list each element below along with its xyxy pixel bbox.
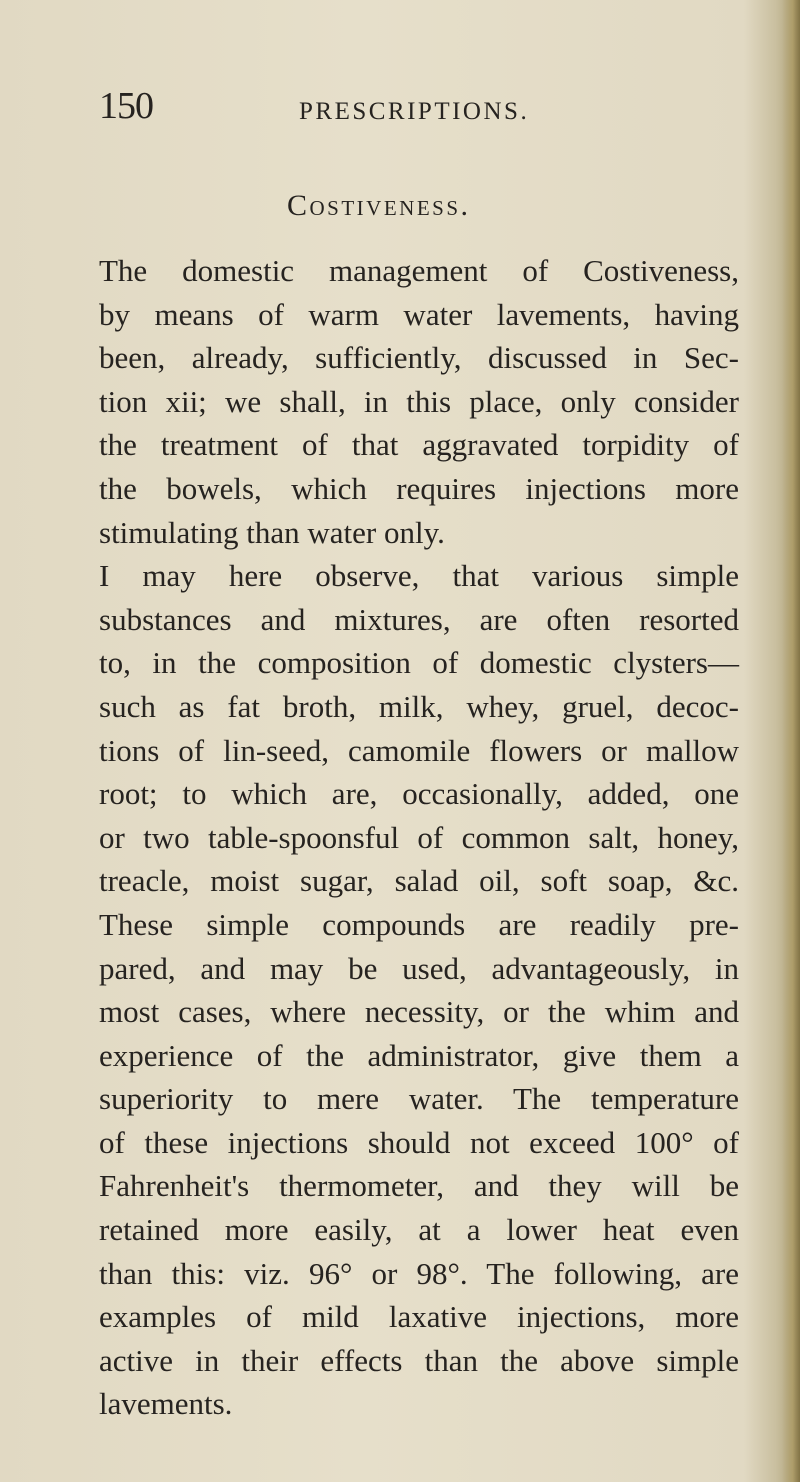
- text-line: than this: viz. 96° or 98°. The following, are: [99, 1255, 739, 1291]
- section-title: Costiveness.: [287, 189, 471, 222]
- text-line: of these injections should not exceed 100° of: [99, 1124, 739, 1160]
- text-line: substances and mixtures, are often resorted: [99, 601, 739, 637]
- text-line: The domestic management of Costiveness,: [99, 253, 739, 288]
- text-line: treacle, moist sugar, salad oil, soft soap, &c.: [99, 863, 739, 899]
- text-line: examples of mild laxative injections, more: [99, 1299, 739, 1335]
- text-line: most cases, where necessity, or the whim and: [99, 994, 739, 1030]
- text-line: to, in the composition of domestic clysters—: [99, 645, 739, 681]
- text-line: Fahrenheit's thermometer, and they will be: [99, 1168, 739, 1204]
- text-line: the treatment of that aggravated torpidity of: [99, 427, 739, 463]
- text-line: root; to which are, occasionally, added, one: [99, 776, 739, 812]
- page-number: 150: [99, 85, 153, 127]
- text-line: tion xii; we shall, in this place, only consider: [99, 383, 739, 419]
- text-line: the bowels, which requires injections more: [99, 470, 739, 506]
- text-line: such as fat broth, milk, whey, gruel, decoc-: [99, 688, 739, 724]
- text-line: tions of lin-seed, camomile flowers or mallow: [99, 732, 739, 768]
- text-line: been, already, sufficiently, discussed in Sec-: [99, 340, 739, 376]
- text-line: retained more easily, at a lower heat even: [99, 1212, 739, 1248]
- page-header: [99, 86, 699, 136]
- text-line: by means of warm water lavements, having: [99, 296, 739, 332]
- text-line: experience of the administrator, give them a: [99, 1037, 739, 1073]
- text-line: I may here observe, that various simple: [99, 558, 739, 594]
- text-line: pared, and may be used, advantageously, in: [99, 950, 739, 986]
- body-text: [99, 249, 739, 1426]
- text-line: or two table-spoonsful of common salt, honey,: [99, 819, 739, 855]
- text-line: stimulating than water only.: [99, 514, 445, 550]
- text-line: lavements.: [99, 1386, 233, 1422]
- page-edge-shadow: [782, 0, 800, 1482]
- text-line: active in their effects than the above simple: [99, 1342, 739, 1378]
- text-line: superiority to mere water. The temperature: [99, 1081, 739, 1117]
- running-head: PRESCRIPTIONS.: [299, 98, 530, 125]
- text-line: These simple compounds are readily pre-: [99, 906, 739, 942]
